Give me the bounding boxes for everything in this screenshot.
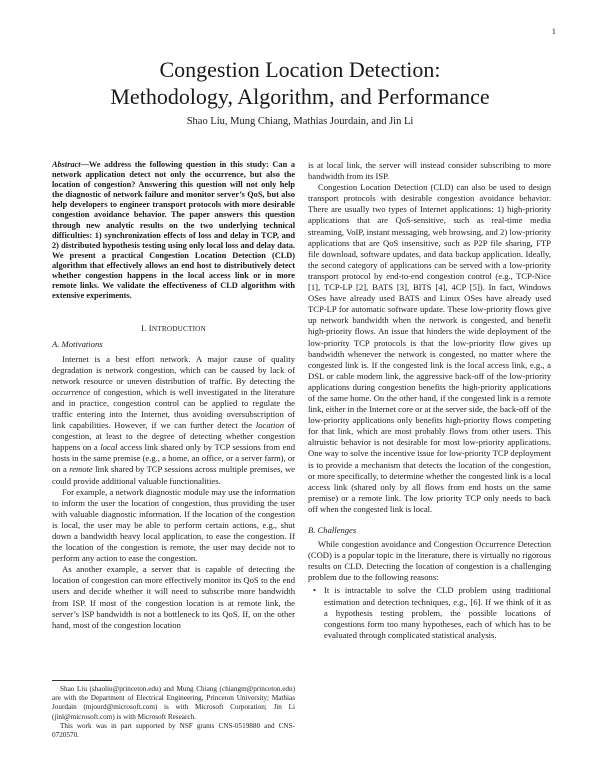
page-number: 1 — [551, 26, 556, 36]
abstract-label: Abstract — [52, 160, 81, 169]
right-column — [308, 160, 551, 641]
author-list: Shao Liu, Mung Chiang, Mathias Jourdain, and Jin Li — [186, 116, 414, 127]
paragraph-motivation-1 — [52, 354, 295, 487]
footnote-rule — [52, 680, 112, 681]
abstract-text: —We address the following question in this study: Can a network application detect not only the occurrence, but also the location of congestion? Answering this question will not only help the diagnostic of network failure and monitor server’s QoS, but also help developers to engineer transport protocols with more desirable congestion avoidance behavior. The paper answers this question through new analytic results on the two underlying technical difficulties: 1) synchronization effects of loss and delay in TCP, and 2) distributed hypothesis testing using only local loss and delay data. We present a practical Congestion Location Detection (CLD) algorithm that effectively allows an end host to distributively detect whether congestion happens in the local access link or in more remote links. We validate the effectiveness of CLD algorithm with extensive experiments. — [52, 160, 295, 301]
footnote-affiliations: Shao Liu (shaoliu@princeton.edu) and Mung Chiang (chiangm@princeton.edu) are with the Department of Electrical Engineering, Princeton University; Mathias Jourdain (mjourd@microsoft.com) is with Microsoft Corporation; Jin Li (jinl@microsoft.com) is with Microsoft Research. — [52, 685, 295, 721]
emphasis-location: location — [255, 420, 285, 431]
emphasis-local: local — [100, 442, 118, 453]
text-run: of congestion, at least to the degree of detecting whether congestion happens on a — [52, 420, 295, 453]
title-line-1: Congestion Location Detection: — [159, 57, 441, 82]
footnote-funding: This work was in part supported by NSF grants CNS-0519880 and CNS-0720570. — [52, 721, 295, 740]
abstract — [52, 160, 295, 301]
text-run: of congestion, which is well investigated in the literature and in practice, congestion control can be applied to regulate the traffic entering into the Internet, thus avoiding oversubscription of link capabilities. However, if we can further detect the — [52, 386, 295, 431]
paragraph-motivation-2: For example, a network diagnostic module may use the information to inform the user the location of congestion, thus providing the user with valuable diagnostic information. If the location of the congestion is local, the user may be able to perform certain actions, e.g., shut down a bandwidth heavy local application, to ease the congestion. If the location of the congestion is remote, the user may decide not to perform any action to ease the congestion. — [52, 486, 295, 564]
emphasis-remote: remote — [69, 464, 93, 475]
paper-title — [0, 56, 600, 110]
emphasis-occurrence: occurrence — [52, 386, 91, 397]
paragraph-challenges: While congestion avoidance and Congestion Occurrence Detection (COD) is a popular topic in the literature, there is virtually no rigorous results on CLD. Detecting the location of congestion is a challenging problem due to the following reasons: — [308, 539, 551, 583]
text-run: Internet is a best effort network. A major cause of quality degradation is network congestion, which can be caused by lack of network resource or uneven distribution of traffic. By detecting the — [52, 353, 295, 386]
subsection-heading-challenges: B. Challenges — [308, 525, 357, 535]
section-heading-introduction — [52, 323, 295, 335]
paragraph-motivation-3: As another example, a server that is capable of detecting the location of congestion can more effectively monitor its QoS to the end users and decide whether it will need to subscribe more bandwidth from ISP. If most of the congestion location is at remote link, the server’s ISP bandwidth is not a bottleneck to its QoS. If, on the other hand, most of the congestion location — [52, 564, 295, 630]
text-run: link shared by TCP sessions across multiple premises, we could provide additional valuable functionalities. — [52, 464, 295, 486]
left-column — [52, 160, 295, 631]
list-item: • It is intractable to solve the CLD problem using traditional estimation and detection techniques, e.g., [6]. If we think of it as a hypothesis testing problem, the possible locations of congestions form too many hypotheses, each of which has to be evaluated through complicated statistical analysis. — [324, 585, 551, 640]
section-numeral: I. — [141, 323, 147, 334]
section-initial: I — [148, 323, 152, 334]
paragraph-cld-protocols: Congestion Location Detection (CLD) can also be used to design transport protocols with desirable congestion avoidance behavior. There are usually two types of Internet applications: 1) high-priority applications that are QoS-sensitive, such as real-time media streaming, VoIP, instant messaging, web browsing, and 2) low-priority applications that are QoS insensitive, such as P2P file sharing, FTP file download, software updates, and data backup application. Ideally, the second category of applications can be served with a low-priority transport protocol by end-to-end congestion control (e.g., TCP-Nice [1], TCP-LP [2], BATS [3], BITS [4], 4CP [5]). In fact, Windows OSes have already used BATS and Linux OSes have already used TCP-LP for automatic software update. These low-priority flows give up network bandwidth when the network is congested, and benefit high-priority flows. An issue that hinders the wide deployment of the low-priority TCP protocols is that the low-priority flow gives up bandwidth whenever the network is congested, no matter where the congested link is. If the congested link is the local access link, e.g., a DSL or cable modem link, the aggressive back-off of the low-priority applications during congestion benefits the high-priority applications of the same home. On the other hand, if the congested link is a remote link, either in the Internet core or at the server side, the back-off of the low-priority applications only benefits high-priority flows competing for that link, which are most probably flows from other users. This altruistic behavior is not desirable for most low-priority applications. One way to solve the incentive issue for low-priority TCP deployment is to provide a mechanism that detects the location of the congestion, or more specifically, to determine whether the congested link is a local access link (shared only by all flows from end hosts on the same premise) or a remote link. The low priority TCP only needs to back off when the congested link is local. — [308, 182, 551, 514]
subsection-heading-motivations: A. Motivations — [52, 339, 103, 350]
spacer — [308, 515, 551, 521]
section-title-rest: NTRODUCTION — [151, 325, 206, 334]
challenges-list — [308, 585, 551, 640]
paragraph-continued: is at local link, the server will instead consider subscribing to more bandwidth from its ISP. — [308, 160, 551, 182]
title-line-2: Methodology, Algorithm, and Performance — [110, 84, 490, 109]
footnote — [52, 680, 295, 740]
text-run: access link shared only by TCP sessions from end hosts in the same premise (e.g., a home, an office, or a server farm), or on a — [52, 442, 296, 475]
